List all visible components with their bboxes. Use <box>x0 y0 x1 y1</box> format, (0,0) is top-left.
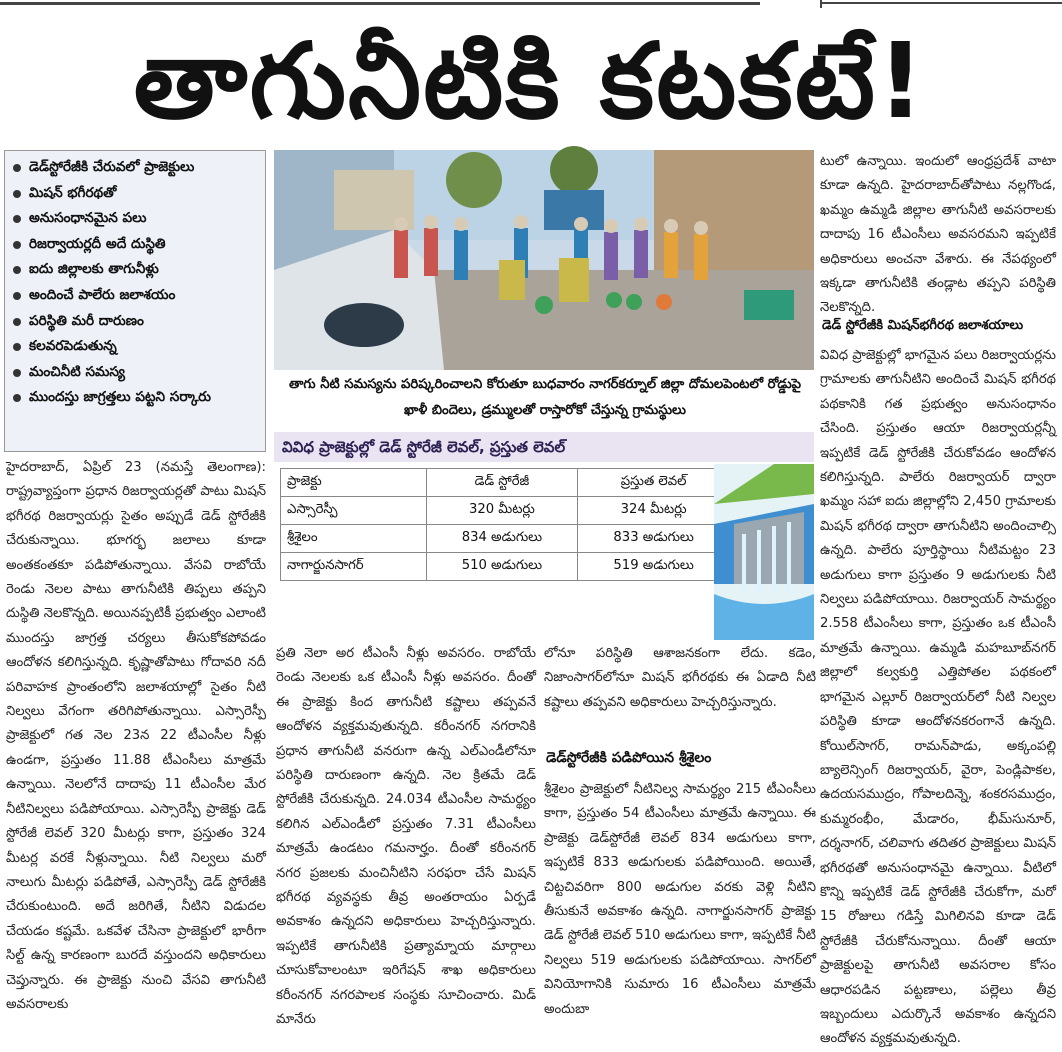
table-row <box>281 553 730 581</box>
table-cell: 324 మీటర్లు <box>578 497 730 525</box>
top-rule <box>0 0 1062 8</box>
table-cell: 320 మీటర్లు <box>426 497 578 525</box>
levels-infobox <box>274 428 814 640</box>
table-title: వివిధ ప్రాజెక్టుల్లో డెడ్ స్టోరేజీ లెవల్, ప్రస్తుత లెవల్ <box>274 432 814 462</box>
subheading-srisailam: డెడ్‌స్టోరేజీకి పడిపోయిన శ్రీశైలం <box>546 750 712 766</box>
article-text: లోనూ పరిస్థితి ఆశాజనకంగా లేదు. కడెం, నిజాంసాగర్‌లోనూ మిషన్ భగీరథకు ఈ ఏడాది నీటి కష్టాలు తప్పవని అధికారులు హెచ్చరిస్తున్నారు. <box>544 646 816 710</box>
table-cell: 834 అడుగులు <box>426 525 578 553</box>
highlight-item: రిజర్వాయర్లదీ అదే దుస్థితి <box>11 232 259 258</box>
highlight-item: మంచినీటి సమస్య <box>11 360 259 386</box>
levels-table <box>280 468 730 581</box>
table-cell: నాగార్జునసాగర్ <box>281 553 427 581</box>
subheading-bhagiratha: డెడ్ స్టోరేజీకి మిషన్‌భగీరథ జలాశయాలు <box>822 318 1024 333</box>
table-row <box>281 497 730 525</box>
highlight-item: డెడ్‌స్టోరేజీకి చేరువలో ప్రాజెక్టులు <box>11 155 259 181</box>
table-header: ప్రస్తుత లెవల్ <box>578 469 730 497</box>
highlight-item: అందించే పాలేరు జలాశయం <box>11 283 259 309</box>
protest-photo <box>274 150 814 370</box>
highlight-item: ఐదు జిల్లాలకు తాగునీళ్లు <box>11 257 259 283</box>
highlights-box <box>4 150 266 452</box>
table-cell: 833 అడుగులు <box>578 525 730 553</box>
article-text: టులో ఉన్నాయి. ఇందులో ఆంధ్రప్రదేశ్ వాటా కూడా ఉన్నది. హైదరాబాద్‌తోపాటు నల్లగొండ, ఖమ్మం ఉమ్మడి జిల్లాల తాగునీటి అవసరాలకు దాదాపు 16 టీఎంసీలు అవసరమని ఇప్పటికే అధికారులు అంచనా వేశారు. ఈ నేపథ్యంలో ఇక్కడా తాగునీటికి తండ్లాట తప్పని పరిస్థితి నెలకొన్నది. <box>820 154 1056 316</box>
article-column-3a <box>544 642 816 742</box>
article-column-1 <box>6 456 266 1022</box>
table-cell: 519 అడుగులు <box>578 553 730 581</box>
table-cell: 510 అడుగులు <box>426 553 578 581</box>
dam-illustration <box>714 464 814 640</box>
highlight-item: కలవరపెడుతున్న <box>11 334 259 360</box>
highlight-item: అనుసంధానమైన పలు <box>11 206 259 232</box>
headline: తాగునీటికి కటకటే! <box>133 20 927 142</box>
article-column-4b <box>820 344 1056 1047</box>
article-text: వివిధ ప్రాజెక్టుల్లో భాగమైన పలు రిజర్వాయర్లను గ్రామాలకు తాగునీటిని అందించే మిషన్ భగీరథ పథకానికి గత ప్రభుత్వం అనుసంధానం చేసింది. ప్రస్తుతం ఆయా రిజర్వాయర్లన్నీ ఇప్పటికే డెడ్ స్టోరేజీకి చేరుకోవడం ఆందోళన కలిగిస్తున్నది. పాలేరు రిజర్వాయర్ ద్వారా ఖమ్మం సహా ఐదు జిల్లాల్లోని 2,450 గ్రామాలకు మిషన్ భగీరథ ద్వారా తాగునీటిని అందించాల్సి ఉన్నది. పాలేరు పూర్తిస్థాయి నీటిమట్టం 23 అడుగులు కాగా ప్రస్తుతం 9 అడుగులకు నీటి నిల్వలు పడిపోయాయి. రిజర్వాయర్ సామర్థ్యం 2.558 టీఎంసీలు కాగా, ప్రస్తుతం ఒక టీఎంసీ మాత్రమే ఉన్నాయి. ఉమ్మడి మహబూబ్‌నగర్ జిల్లాలో కల్వకుర్తి ఎత్తిపోతల పథకంలో భాగమైన ఎల్లూర్ రిజర్వాయర్‌లో నీటి నిల్వల పరిస్థితి కూడా ఆందోళనకరంగానే ఉన్నది. కోయిల్‌సాగర్, రామన్‌పాడు, అక్కంపల్లి బ్యాలెన్సింగ్ రిజర్వాయర్, వైరా, పెండ్లిపాకల, ఉదయసముద్రం, గోపాలదిన్నె, శంకరసముద్రం, కుమ్మరంభీం, మేడారం, భీమ్‌సునూర్, దర్శనాగర్, చలివాగు తదితర ప్రాజెక్టులు మిషన్ భగీరథతో అనుసంధానమై ఉన్నాయి. వీటిలో కొన్ని ఇప్పటికే డెడ్ స్టోరేజీకి చేరుకోగా, మరో 15 రోజులు గడిస్తే మిగిలినవి కూడా డెడ్ స్టోరేజీకి చేరుకోనున్నాయి. దీంతో ఆయా ప్రాజెక్టులపై తాగునీటి అవసరాల కోసం ఆధారపడిన పట్టణాలు, పల్లెలు తీవ్ర ఇబ్బందులు ఎదుర్కొనే అవకాశం ఉన్నదని ఆందోళన వ్యక్తమవుతున్నది. <box>820 348 1056 1047</box>
table-header: డెడ్ స్టోరేజీ <box>426 469 578 497</box>
highlight-item: ముందస్తు జాగ్రత్తలు పట్టని సర్కారు <box>11 385 259 411</box>
table-header-row <box>281 469 730 497</box>
article-text: హైదరాబాద్, ఏప్రిల్ 23 (నమస్తే తెలంగాణ): రాష్ట్రవ్యాప్తంగా ప్రధాన రిజర్వాయర్లతో పాటు మిషన్ భగీరథ రిజర్వాయర్లు సైతం అప్పుడే డెడ్ స్టోరేజీకి చేరుకున్నాయి. భూగర్భ జలాలు కూడా అంతకంతకూ పడిపోతున్నాయి. వేసవి రాబోయే రెండు నెలల పాటు తాగునీటికి తిప్పలు తప్పని దుస్థితి నెలకొన్నది. అయినప్పటికీ ప్రభుత్వం ఎలాంటి ముందస్తు జాగ్రత్త చర్యలు తీసుకోకపోవడం ఆందోళన కలిగిస్తున్నది. కృష్ణాతోపాటు గోదావరి నదీ పరివాహక ప్రాంతంలోని జలాశయాల్లో సైతం నీటి నిల్వలు వేగంగా తరిగిపోతున్నాయి. ఎస్సారెస్పీ ప్రాజెక్టులో గత నెల 23న 22 టీఎంసీల నీళ్లు ఉండగా, ప్రస్తుతం 11.88 టీఎంసీలు మాత్రమే ఉన్నాయి. నెలలోనే దాదాపు 11 టీఎంసీల మేర నీటినిల్వలు పడిపోయాయి. ఎస్సారెస్పీ ప్రాజెక్టు డెడ్ స్టోరేజీ లెవల్ 320 మీటర్లు కాగా, ప్రస్తుతం 324 మీటర్ల వరకే నీళ్లున్నాయి. నీటి నిల్వలు మరో నాలుగు మీటర్లు పడిపోతే, ఎస్సారెస్పీ డెడ్ స్టోరేజీకి చేరుకుంటుంది. అదే జరిగితే, నీటిని విడుదల చేయడం కష్టమే. ఒకవేళ చేసినా ప్రాజెక్టులో భారీగా సిల్ట్ ఉన్న కారణంగా బురదే వస్తుందని అధికారులు చెప్తున్నారు. ఈ ప్రాజెక్టు నుంచి వేసవి తాగునీటి అవసరాలకు <box>6 460 266 1012</box>
article-column-4a <box>820 150 1056 316</box>
table-cell: శ్రీశైలం <box>281 525 427 553</box>
table-header: ప్రాజెక్టు <box>281 469 427 497</box>
table-row <box>281 525 730 553</box>
article-text: ప్రతి నెలా అర టీఎంసీ నీళ్లు అవసరం. రాబోయే రెండు నెలలకు ఒక టీఎంసీ నీళ్లు అవసరం. దీంతో ఈ ప్రాజెక్టు కింద తాగునీటి కష్టాలు తప్పవనే ఆందోళన వ్యక్తమవుతున్నది. కరీంనగర్ నగరానికి ప్రధాన తాగునీటి వనరుగా ఉన్న ఎల్‌ఎండీలోనూ పరిస్థితి దారుణంగా ఉన్నది. నెల క్రితమే డెడ్ స్టోరేజీకి చేరుకున్నది. 24.034 టీఎంసీల సామర్థ్యం కలిగిన ఎల్‌ఎండీలో ప్రస్తుతం 7.31 టీఎంసీలు మాత్రమే ఉండటం గమనార్హం. దీంతో కరీంనగర్ నగర ప్రజలకు మంచినీటిని సరఫరా చేసే మిషన్ భగీరథ వ్యవస్థకు తీవ్ర అంతరాయం ఏర్పడే అవకాశం ఉన్నదని అధికారులు హెచ్చరిస్తున్నారు. ఇప్పటికే తాగునీటికి ప్రత్యామ్నాయ మార్గాలు చూసుకోవాలంటూ ఇరిగేషన్ శాఖ అధికారులు కరీంనగర్ నగరపాలక సంస్థకు సూచించారు. మిడ్ మానేరు <box>276 646 536 1028</box>
highlight-item: మిషన్ భగీరథతో <box>11 181 259 207</box>
highlight-item: పరిస్థితి మరీ దారుణం <box>11 309 259 335</box>
photo-caption: తాగు నీటి సమస్యను పరిష్కరించాలని కోరుతూ బుధవారం నాగర్‌కర్నూల్ జిల్లా దోమలపెంటలో రోడ్డుపై ఖాళీ బిందెలు, డ్రమ్ములతో రాస్తారోకో చేస్తున్న గ్రామస్థులు <box>288 377 802 418</box>
article-column-2 <box>276 642 536 1028</box>
article-column-3b <box>544 778 816 1022</box>
article-text: శ్రీశైలం ప్రాజెక్టులో నీటినిల్వ సామర్థ్యం 215 టీఎంసీలు కాగా, ప్రస్తుతం 54 టీఎంసీలు మాత్రమే ఉన్నాయి. ఈ ప్రాజెక్టు డెడ్‌స్టోరేజీ లెవల్ 834 అడుగులు కాగా, ఇప్పటికే 833 అడుగులకు పడిపోయింది. అయితే, చిట్టచివరిగా 800 అడుగుల వరకు వెళ్లి నీటిని తీసుకునే అవకాశం ఉన్నది. నాగార్జునసాగర్ ప్రాజెక్టు డెడ్ స్టోరేజీ లెవల్ 510 అడుగులు కాగా, ఇప్పటికే నీటి నిల్వలు 519 అడుగులకు పడిపోయాయి. సాగర్‌లో వినియోగానికి సుమారు 16 టీఎంసీలు మాత్రమే అందుబా <box>544 782 816 1017</box>
table-cell: ఎస్సారెస్పీ <box>281 497 427 525</box>
